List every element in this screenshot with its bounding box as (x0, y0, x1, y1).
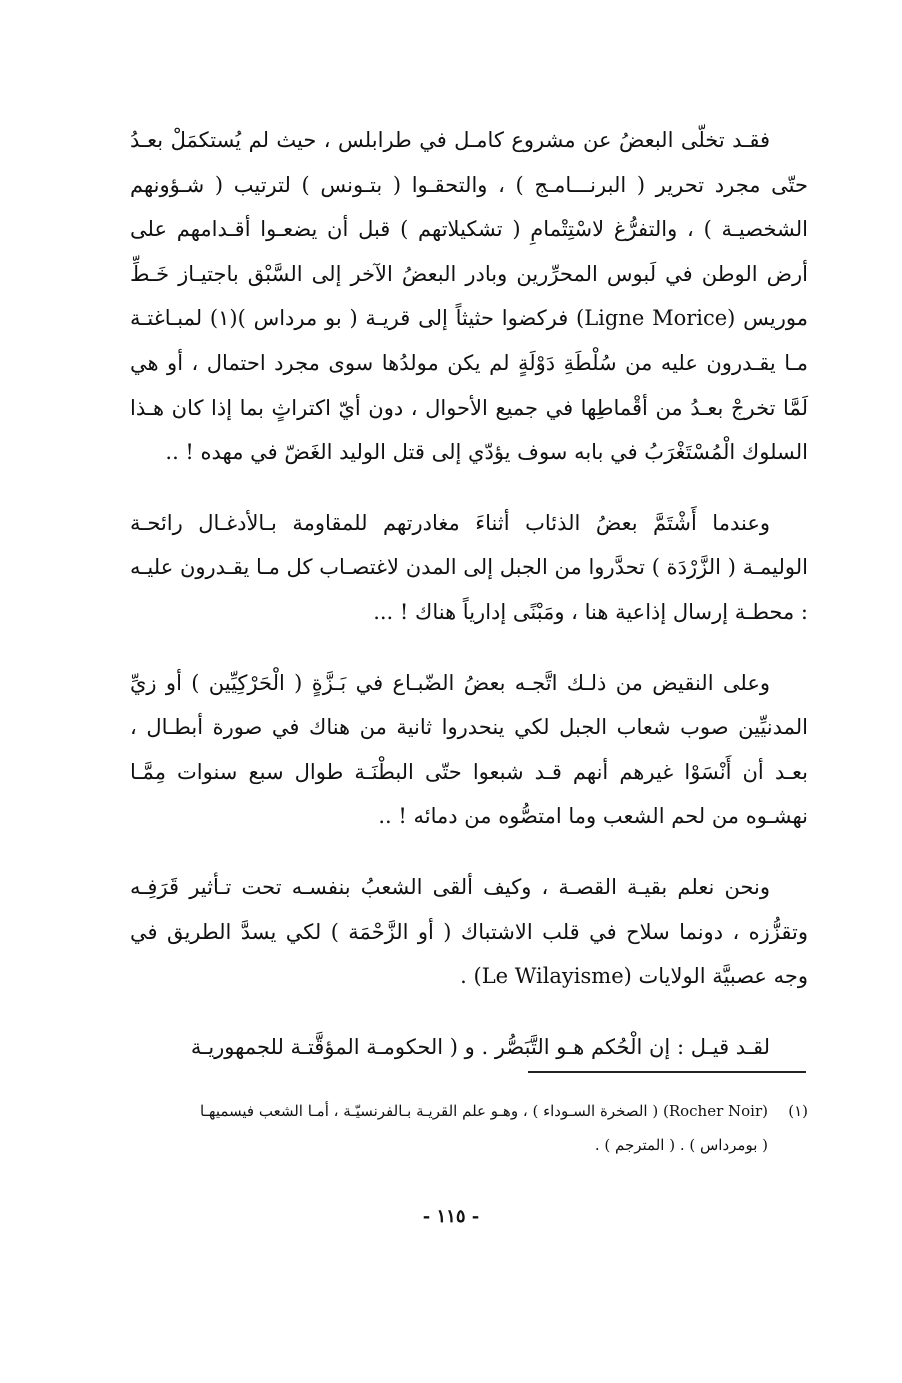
footnote-separator (528, 1071, 806, 1073)
footnote-line-1: (Rocher Noir) ( الصخرة السـوداء ) ، وهـو علم القريـة بـالفرنسيّـة ، أمـا الشعب فيسميهـا (199, 1102, 768, 1120)
paragraph-2: وعندما أَشْتَمَّ بعضُ الذئاب أثناءَ مغادرتهم للمقاومة بـالأدغـال رائحـة الوليمـة ( الزَّرْدَة ) تحدَّروا من الجبل إلى المدن لاغتصـاب كل مـا يقـدرون عليـه : محطـة إرسال إذاعية هنا ، ومَبْنًى إدارياً هناك ! ... (130, 510, 808, 624)
footnote (130, 1094, 808, 1162)
paragraph-3: وعلى النقيض من ذلـك اتَّجـه بعضُ الضّبـاع في بَـزَّةٍ ( الْحَرْكِيِّين ) أو زيِّ المدنيِّين صوب شعاب الجبل لكي ينحدروا ثانية من هناك في صورة أبطـال ، بعـد أن أَنْسَوْا غيرهم أنهم قـد شبعوا حتّى البطْنَـة طوال سبع سنوات مِمَّـا نهشـوه من لحم الشعب وما امتصُّوه من دمائه ! .. (130, 670, 808, 829)
main-text (130, 118, 808, 1069)
paragraph-4: ونحن نعلم بقيـة القصـة ، وكيف ألقى الشعبُ بنفسـه تحت تـأثير قَرَفِـه وتقزُّزه ، دونما سلاح في قلب الاشتباك ( أو الزَّحْمَة ) لكي يسدَّ الطريق في وجه عصبيَّة الولايات (Le Wilayisme) . (130, 874, 808, 989)
footnote-marker: (١) (788, 1102, 808, 1120)
page-number: - ١١٥ - (422, 1206, 480, 1227)
paragraph-5: لقـد قيـل : إن الْحُكم هـو التَّبَصُّر . و ( الحكومـة المؤقَّتـة للجمهوريـة (190, 1034, 770, 1059)
paragraph-1: فقـد تخلّى البعضُ عن مشروع كامـل في طرابلس ، حيث لم يُستكمَلْ بعـدُ حتّى مجرد تحرير ( البرنـــامـج ) ، والتحقـوا ( بتـونس ) لترتيب ( شـؤونهم الشخصيـة ) ، والتفرُّغ لاسْتِتْمامِ ( تشكيلاتهم ) قبل أن يضعـوا أقـدامهم على أرض الوطن في لَبوس المحرِّرين وبادر البعضُ الآخر إلى السَّبْق باجتيـاز خَـطِّ موريس (Ligne Morice) فركضوا حثيثاً إلى قريـة ( بو مرداس )(١) لمبـاغتـة مـا يقـدرون عليه من سُلْطَةِ دَوْلَةٍ لم يكن مولدُها سوى مجرد احتمال ، أو هي لَمَّا تخرجْ بعـدُ من أقْماطِها في جميع الأحوال ، دون أيّ اكتراثٍ بما إذا كان هـذا السلوك الْمُسْتَغْرَبُ في بابه سوف يؤدّي إلى قتل الوليد الغَضّ في مهده ! .. (130, 128, 808, 465)
footnote-line-2: ( بومرداس ) . ( المترجم ) . (594, 1136, 768, 1154)
